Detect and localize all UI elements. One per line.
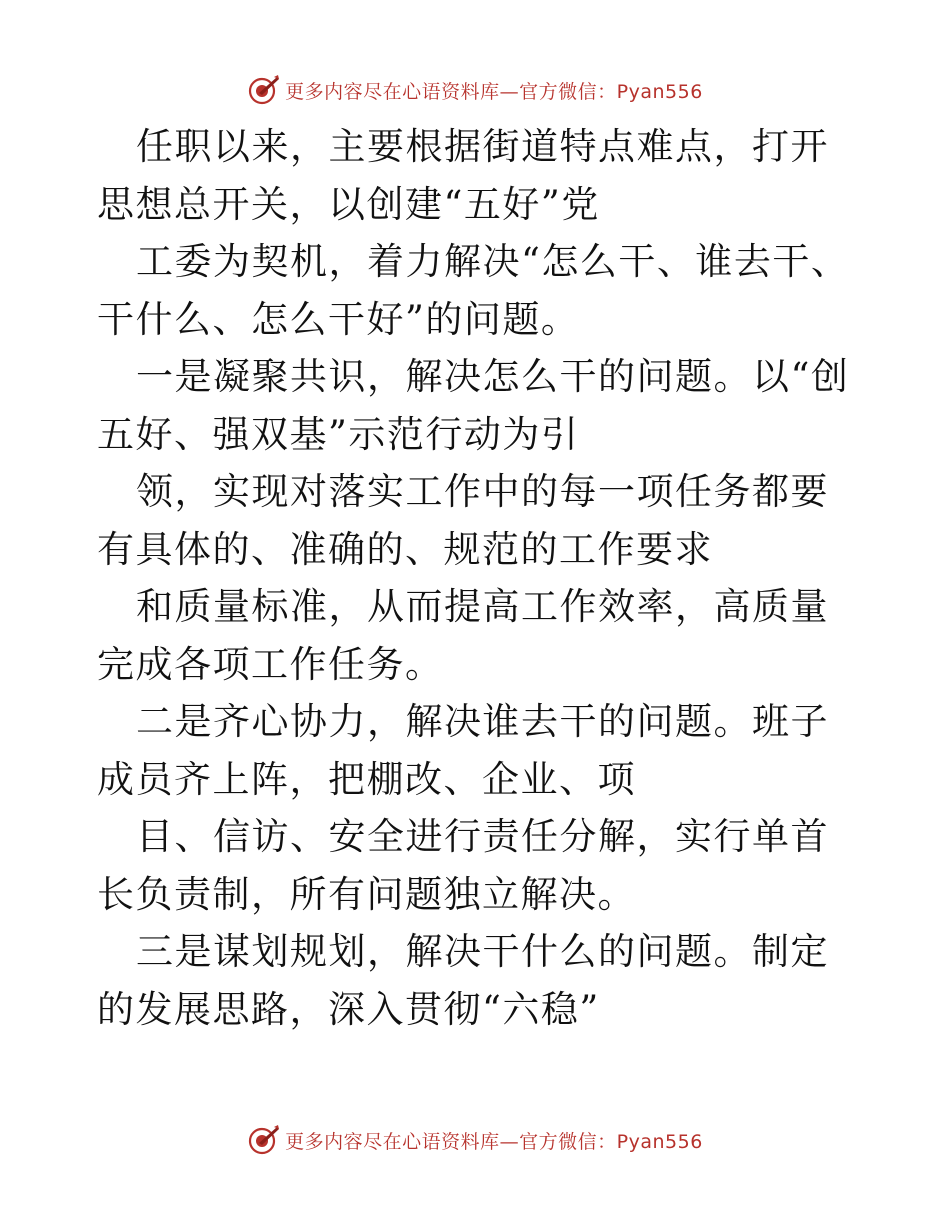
- pen-logo-icon: [247, 1123, 281, 1157]
- watermark-text: 更多内容尽在心语资料库—官方微信：Pyan556: [285, 1130, 703, 1153]
- pen-logo-icon: [247, 73, 281, 107]
- paragraph: 二是齐心协力，解决谁去干的问题。班子成员齐上阵，把棚改、企业、项: [97, 700, 829, 801]
- watermark-text: 更多内容尽在心语资料库—官方微信：Pyan556: [285, 80, 703, 103]
- paragraph: 领，实现对落实工作中的每一项任务都要有具体的、准确的、规范的工作要求: [97, 470, 829, 571]
- footer-watermark: [0, 1122, 950, 1158]
- paragraph: 和质量标准，从而提高工作效率，高质量完成各项工作任务。: [97, 585, 829, 686]
- paragraph: 工委为契机，着力解决“怎么干、谁去干、干什么、怎么干好”的问题。: [97, 240, 850, 341]
- paragraph: 三是谋划规划，解决干什么的问题。制定的发展思路，深入贯彻“六稳”: [97, 930, 829, 1031]
- header-watermark: [0, 72, 950, 108]
- paragraph: 目、信访、安全进行责任分解，实行单首长负责制，所有问题独立解决。: [97, 815, 829, 916]
- paragraph: 一是凝聚共识，解决怎么干的问题。以“创五好、强双基”示范行动为引: [97, 355, 850, 456]
- paragraph: 任职以来，主要根据街道特点难点，打开思想总开关，以创建“五好”党: [97, 125, 829, 226]
- document-body: [97, 118, 857, 1038]
